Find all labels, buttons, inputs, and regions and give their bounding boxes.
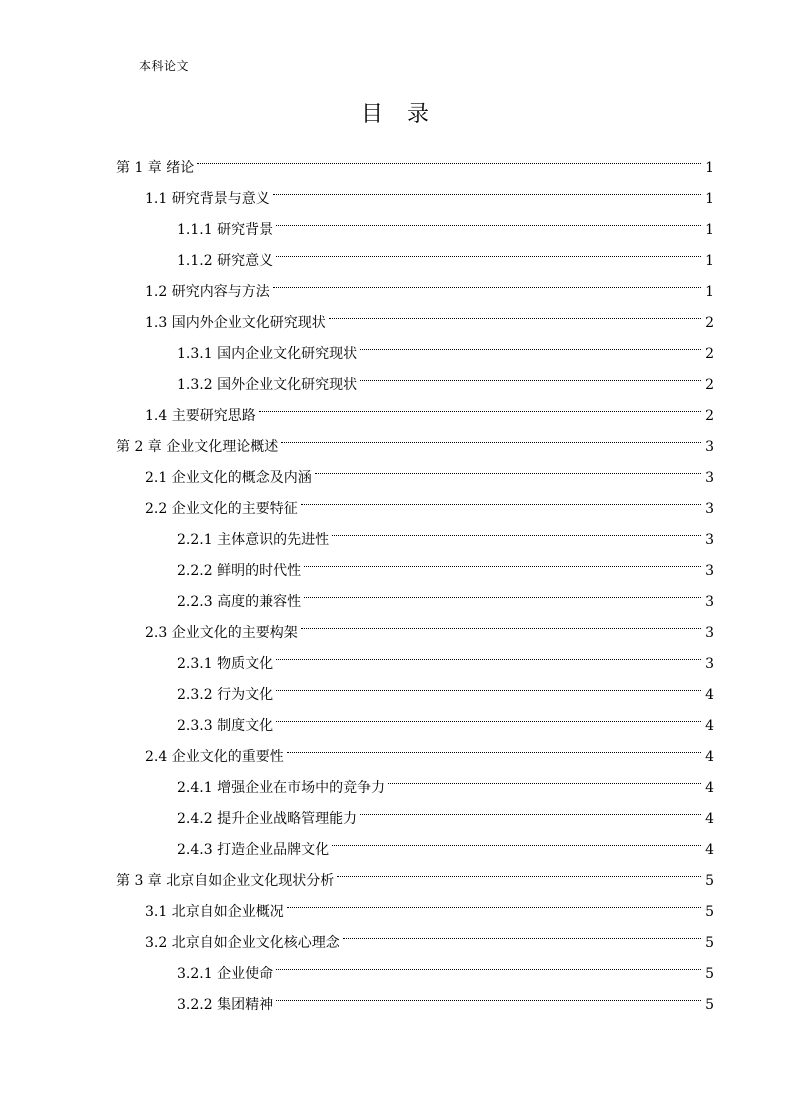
toc-entry-label: 1.4 主要研究思路 xyxy=(145,408,256,424)
toc-entry-label: 2.4.3 打造企业品牌文化 xyxy=(177,842,330,858)
toc-entry-page-number: 1 xyxy=(705,222,714,238)
table-of-contents xyxy=(116,141,714,1013)
toc-dot-leader xyxy=(304,575,701,606)
toc-entry-label: 2.1 企业文化的概念及内涵 xyxy=(145,470,312,486)
toc-dot-leader xyxy=(315,451,701,482)
toc-entry-label: 1.1.1 研究背景 xyxy=(177,222,274,238)
toc-entry-page-number: 5 xyxy=(705,904,714,920)
toc-entry-page-number: 2 xyxy=(705,315,714,331)
toc-entry-page-number: 3 xyxy=(705,594,714,610)
toc-dot-leader xyxy=(287,885,701,916)
toc-dot-leader xyxy=(360,358,701,389)
toc-entry-page-number: 3 xyxy=(705,625,714,641)
toc-entry-page-number: 1 xyxy=(705,253,714,269)
toc-entry-label: 第 3 章 北京自如企业文化现状分析 xyxy=(116,873,335,889)
toc-entry-page-number: 3 xyxy=(705,439,714,455)
toc-dot-leader xyxy=(332,823,701,854)
toc-entry-page-number: 5 xyxy=(705,873,714,889)
toc-dot-leader xyxy=(276,668,701,699)
toc-entry-label: 1.3.2 国外企业文化研究现状 xyxy=(177,377,358,393)
toc-entry-label: 2.2.3 高度的兼容性 xyxy=(177,594,302,610)
toc-entry-label: 2.2 企业文化的主要特征 xyxy=(145,501,298,517)
toc-dot-leader xyxy=(388,761,701,792)
toc-dot-leader xyxy=(281,420,701,451)
toc-entry-label: 2.3.2 行为文化 xyxy=(177,687,274,703)
toc-entry-label: 2.4.1 增强企业在市场中的竞争力 xyxy=(177,780,386,796)
toc-entry-label: 2.2.1 主体意识的先进性 xyxy=(177,532,330,548)
toc-entry-page-number: 5 xyxy=(705,997,714,1013)
toc-entry-label: 2.3.1 物质文化 xyxy=(177,656,274,672)
toc-dot-leader xyxy=(259,389,701,420)
toc-entry-page-number: 3 xyxy=(705,563,714,579)
toc-dot-leader xyxy=(360,327,701,358)
toc-entry-label: 1.3 国内外企业文化研究现状 xyxy=(145,315,326,331)
running-header: 本科论文 xyxy=(139,59,190,73)
toc-entry-page-number: 2 xyxy=(705,346,714,362)
toc-entry-page-number: 2 xyxy=(705,408,714,424)
toc-entry-label: 2.3.3 制度文化 xyxy=(177,718,274,734)
toc-entry-page-number: 4 xyxy=(705,780,714,796)
toc-entry[interactable] xyxy=(116,172,714,207)
toc-entry-label: 3.2.1 企业使命 xyxy=(177,966,274,982)
toc-entry-page-number: 1 xyxy=(705,191,714,207)
toc-entry-page-number: 5 xyxy=(705,935,714,951)
toc-dot-leader xyxy=(360,792,701,823)
toc-entry-page-number: 3 xyxy=(705,532,714,548)
toc-entry-page-number: 1 xyxy=(705,160,714,176)
toc-dot-leader xyxy=(304,544,701,575)
page-title: 目录 xyxy=(360,102,453,127)
toc-entry-page-number: 1 xyxy=(705,284,714,300)
toc-dot-leader xyxy=(273,265,701,296)
toc-dot-leader xyxy=(287,730,701,761)
toc-entry-page-number: 4 xyxy=(705,811,714,827)
toc-dot-leader xyxy=(276,699,701,730)
toc-entry-page-number: 4 xyxy=(705,718,714,734)
toc-dot-leader xyxy=(301,606,701,637)
toc-entry-label: 3.2.2 集团精神 xyxy=(177,997,274,1013)
toc-dot-leader xyxy=(337,854,701,885)
toc-dot-leader xyxy=(276,637,701,668)
toc-entry-page-number: 4 xyxy=(705,687,714,703)
toc-entry-label: 1.2 研究内容与方法 xyxy=(145,284,270,300)
toc-dot-leader xyxy=(329,296,701,327)
toc-dot-leader xyxy=(276,203,701,234)
toc-entry-label: 2.4.2 提升企业战略管理能力 xyxy=(177,811,358,827)
toc-dot-leader xyxy=(276,947,701,978)
toc-entry-page-number: 4 xyxy=(705,842,714,858)
toc-entry-page-number: 5 xyxy=(705,966,714,982)
toc-entry-page-number: 3 xyxy=(705,656,714,672)
toc-dot-leader xyxy=(332,513,701,544)
toc-dot-leader xyxy=(273,172,701,203)
toc-entry-label: 2.3 企业文化的主要构架 xyxy=(145,625,298,641)
toc-entry[interactable] xyxy=(116,141,714,176)
toc-entry-label: 3.1 北京自如企业概况 xyxy=(145,904,284,920)
toc-entry-label: 第 1 章 绪论 xyxy=(116,160,195,176)
toc-entry-label: 1.3.1 国内企业文化研究现状 xyxy=(177,346,358,362)
toc-entry-page-number: 3 xyxy=(705,470,714,486)
toc-entry-label: 1.1 研究背景与意义 xyxy=(145,191,270,207)
toc-entry-label: 2.4 企业文化的重要性 xyxy=(145,749,284,765)
toc-dot-leader xyxy=(276,234,701,265)
toc-dot-leader xyxy=(301,482,701,513)
toc-entry-label: 3.2 北京自如企业文化核心理念 xyxy=(145,935,340,951)
toc-entry-label: 2.2.2 鲜明的时代性 xyxy=(177,563,302,579)
toc-dot-leader xyxy=(343,916,701,947)
toc-entry-page-number: 2 xyxy=(705,377,714,393)
toc-entry-page-number: 4 xyxy=(705,749,714,765)
toc-dot-leader xyxy=(276,978,701,1009)
toc-entry-page-number: 3 xyxy=(705,501,714,517)
toc-entry-label: 第 2 章 企业文化理论概述 xyxy=(116,439,279,455)
toc-entry-label: 1.1.2 研究意义 xyxy=(177,253,274,269)
toc-dot-leader xyxy=(197,141,701,172)
